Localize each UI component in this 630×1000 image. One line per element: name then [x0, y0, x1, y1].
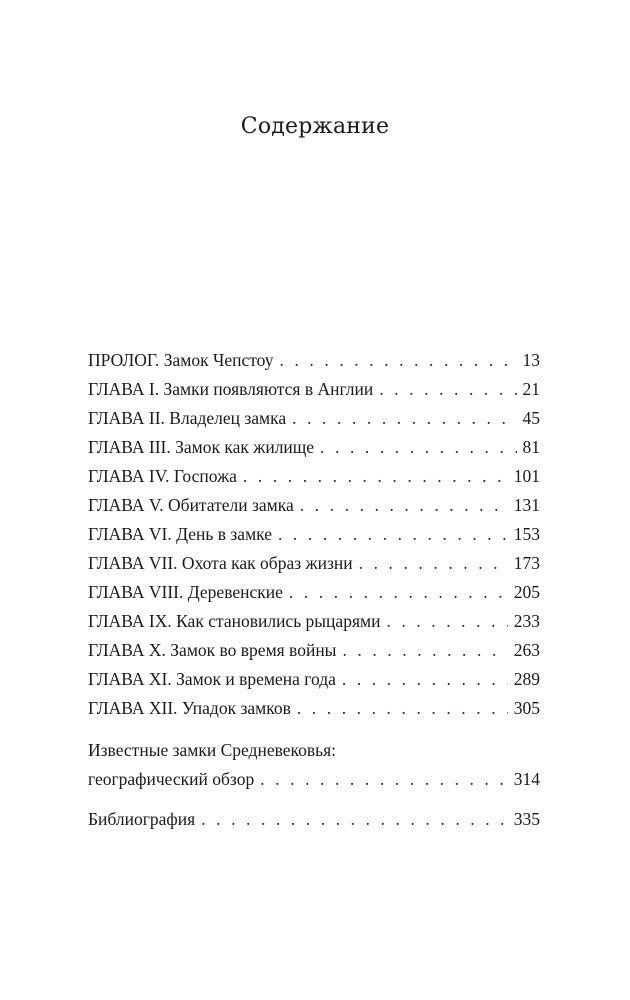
toc-entry-page: 305: [513, 698, 540, 718]
dot-leader: [294, 495, 508, 515]
toc-entry-label: ГЛАВА IV. Госпожа: [88, 466, 237, 486]
toc-entry-prologue[interactable]: [88, 350, 540, 370]
toc-entry-page: 205: [513, 582, 540, 602]
toc-entry-label: ГЛАВА X. Замок во время войны: [88, 640, 337, 660]
page-title: Содержание: [240, 114, 390, 139]
dot-leader: [195, 809, 508, 829]
toc-entry-page: 233: [513, 611, 540, 631]
dot-leader: [272, 524, 508, 544]
toc-entry-page: 21: [522, 379, 540, 399]
toc-entry-page: 335: [513, 809, 540, 829]
toc-entry-chapter-5[interactable]: [88, 495, 540, 515]
dot-leader: [380, 611, 507, 631]
toc-entry-page: 289: [513, 669, 540, 689]
toc-entry-label: ГЛАВА III. Замок как жилище: [88, 437, 315, 457]
toc-entry-appendix-line-2: [88, 769, 540, 789]
dot-leader: [283, 582, 508, 602]
toc-entry-chapter-12[interactable]: [88, 698, 540, 718]
toc-entry-chapter-10[interactable]: [88, 640, 540, 660]
toc-entry-chapter-8[interactable]: [88, 582, 540, 602]
dot-leader: [254, 769, 508, 789]
toc-entry-chapter-11[interactable]: [88, 669, 540, 689]
dot-leader: [336, 669, 508, 689]
toc-entry-label: Библиография: [88, 809, 196, 829]
toc-entry-page: 153: [513, 524, 540, 544]
toc-entry-label: географический обзор: [88, 769, 255, 789]
toc-entry-chapter-2[interactable]: [88, 408, 540, 428]
toc-entry-appendix[interactable]: [88, 740, 540, 789]
toc-entry-label: ПРОЛОГ. Замок Чепстоу: [88, 350, 274, 370]
toc-entry-label: ГЛАВА XII. Упадок замков: [88, 698, 291, 718]
toc-entry-bibliography[interactable]: [88, 809, 540, 829]
toc-entry-chapter-1[interactable]: [88, 379, 540, 399]
toc-entry-chapter-4[interactable]: [88, 466, 540, 486]
dot-leader: [314, 437, 516, 457]
toc-entry-chapter-6[interactable]: [88, 524, 540, 544]
toc-entry-label: ГЛАВА XI. Замок и времена года: [88, 669, 336, 689]
dot-leader: [353, 553, 508, 573]
dot-leader: [373, 379, 516, 399]
toc-entry-chapter-9[interactable]: [88, 611, 540, 631]
dot-leader: [286, 408, 516, 428]
toc-entry-page: 101: [513, 466, 540, 486]
toc-entry-label: ГЛАВА VII. Охота как образ жизни: [88, 553, 353, 573]
dot-leader: [237, 466, 508, 486]
toc-entry-label: ГЛАВА VI. День в замке: [88, 524, 272, 544]
toc-entry-label: ГЛАВА V. Обитатели замка: [88, 495, 294, 515]
toc-entry-page: 45: [522, 408, 540, 428]
toc-entry-page: 81: [522, 437, 540, 457]
toc-entry-label: ГЛАВА I. Замки появляются в Англии: [88, 379, 374, 399]
toc-entry-page: 263: [513, 640, 540, 660]
dot-leader: [336, 640, 507, 660]
toc-entry-page: 314: [513, 769, 540, 789]
toc-entry-label: ГЛАВА II. Владелец замка: [88, 408, 287, 428]
toc-entry-page: 131: [513, 495, 540, 515]
toc-entry-chapter-3[interactable]: [88, 437, 540, 457]
table-of-contents: [88, 350, 540, 838]
toc-entry-label-line-1: Известные замки Средневековья:: [88, 740, 337, 760]
toc-entry-page: 13: [522, 350, 540, 370]
dot-leader: [291, 698, 508, 718]
toc-entry-label: ГЛАВА IX. Как становились рыцарями: [88, 611, 381, 631]
toc-entry-page: 173: [513, 553, 540, 573]
dot-leader: [274, 350, 517, 370]
toc-entry-label: ГЛАВА VIII. Деревенские: [88, 582, 283, 602]
toc-entry-bibliography-line: [88, 809, 540, 829]
toc-entry-chapter-7[interactable]: [88, 553, 540, 573]
